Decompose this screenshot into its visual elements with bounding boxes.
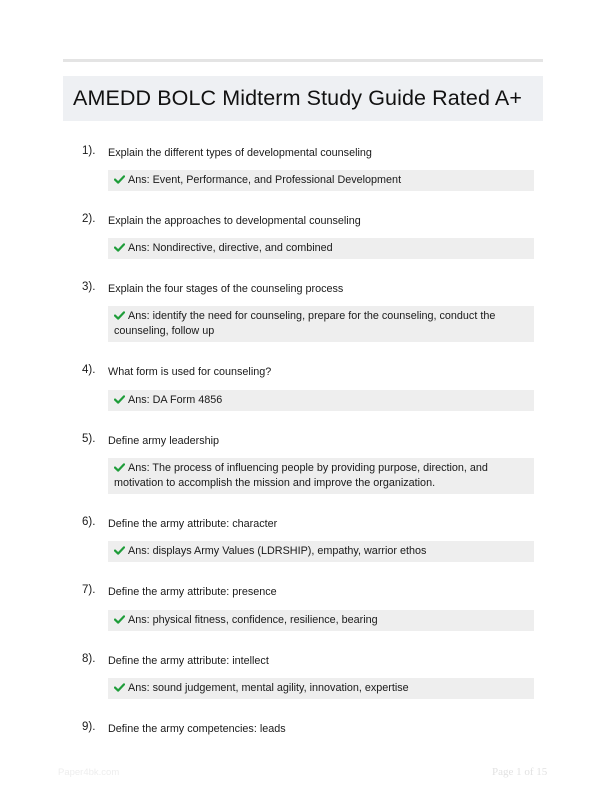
answer-text: Ans: Nondirective, directive, and combined xyxy=(128,242,333,254)
check-icon xyxy=(114,243,125,252)
answer-box xyxy=(108,170,534,191)
question-text: Explain the different types of developmental counseling xyxy=(108,147,372,159)
check-icon xyxy=(114,683,125,692)
question-text: Define the army attribute: character xyxy=(108,518,278,530)
top-divider xyxy=(63,59,543,62)
question-number: 2). xyxy=(82,213,96,225)
question-text: Define the army attribute: intellect xyxy=(108,655,269,667)
question-number: 3). xyxy=(82,281,96,293)
check-icon xyxy=(114,175,125,184)
question-number: 7). xyxy=(82,584,96,596)
answer-text: Ans: The process of influencing people by providing purpose, direction, and xyxy=(128,462,488,474)
question-text: What form is used for counseling? xyxy=(108,366,272,378)
question-number: 1). xyxy=(82,145,96,157)
question-number: 6). xyxy=(82,516,96,528)
answer-text: counseling, follow up xyxy=(114,325,215,337)
check-icon xyxy=(114,311,125,320)
answer-box xyxy=(108,678,534,699)
answer-text: Ans: displays Army Values (LDRSHIP), empathy, warrior ethos xyxy=(128,545,427,557)
answer-text: Ans: Event, Performance, and Professional Development xyxy=(128,174,402,186)
check-icon xyxy=(114,615,125,624)
page-title: AMEDD BOLC Midterm Study Guide Rated A+ xyxy=(73,86,523,110)
question-number: 4). xyxy=(82,364,96,376)
check-icon xyxy=(114,395,125,404)
check-icon xyxy=(114,546,125,555)
question-text: Define the army attribute: presence xyxy=(108,586,277,598)
answer-box xyxy=(108,238,534,259)
title-banner xyxy=(63,76,543,121)
answer-box xyxy=(108,541,534,562)
question-text: Explain the four stages of the counseling process xyxy=(108,283,344,295)
answer-text: Ans: sound judgement, mental agility, innovation, expertise xyxy=(128,682,409,694)
page-indicator: Page 1 of 15 xyxy=(492,766,548,778)
question-number: 8). xyxy=(82,653,96,665)
answer-text: Ans: identify the need for counseling, prepare for the counseling, conduct the xyxy=(128,310,496,322)
answer-box xyxy=(108,306,534,342)
question-text: Define army leadership xyxy=(108,435,220,447)
answer-text: Ans: physical fitness, confidence, resilience, bearing xyxy=(128,614,378,626)
footer-watermark: Paper4bk.com xyxy=(58,767,120,778)
answer-box xyxy=(108,458,534,494)
answer-box xyxy=(108,390,534,411)
question-number: 5). xyxy=(82,433,96,445)
check-icon xyxy=(114,463,125,472)
question-text: Explain the approaches to developmental counseling xyxy=(108,215,361,227)
answer-box xyxy=(108,610,534,631)
question-text: Define the army competencies: leads xyxy=(108,723,286,735)
answer-text: motivation to accomplish the mission and improve the organization. xyxy=(114,477,436,489)
question-number: 9). xyxy=(82,721,96,733)
answer-text: Ans: DA Form 4856 xyxy=(128,394,223,406)
